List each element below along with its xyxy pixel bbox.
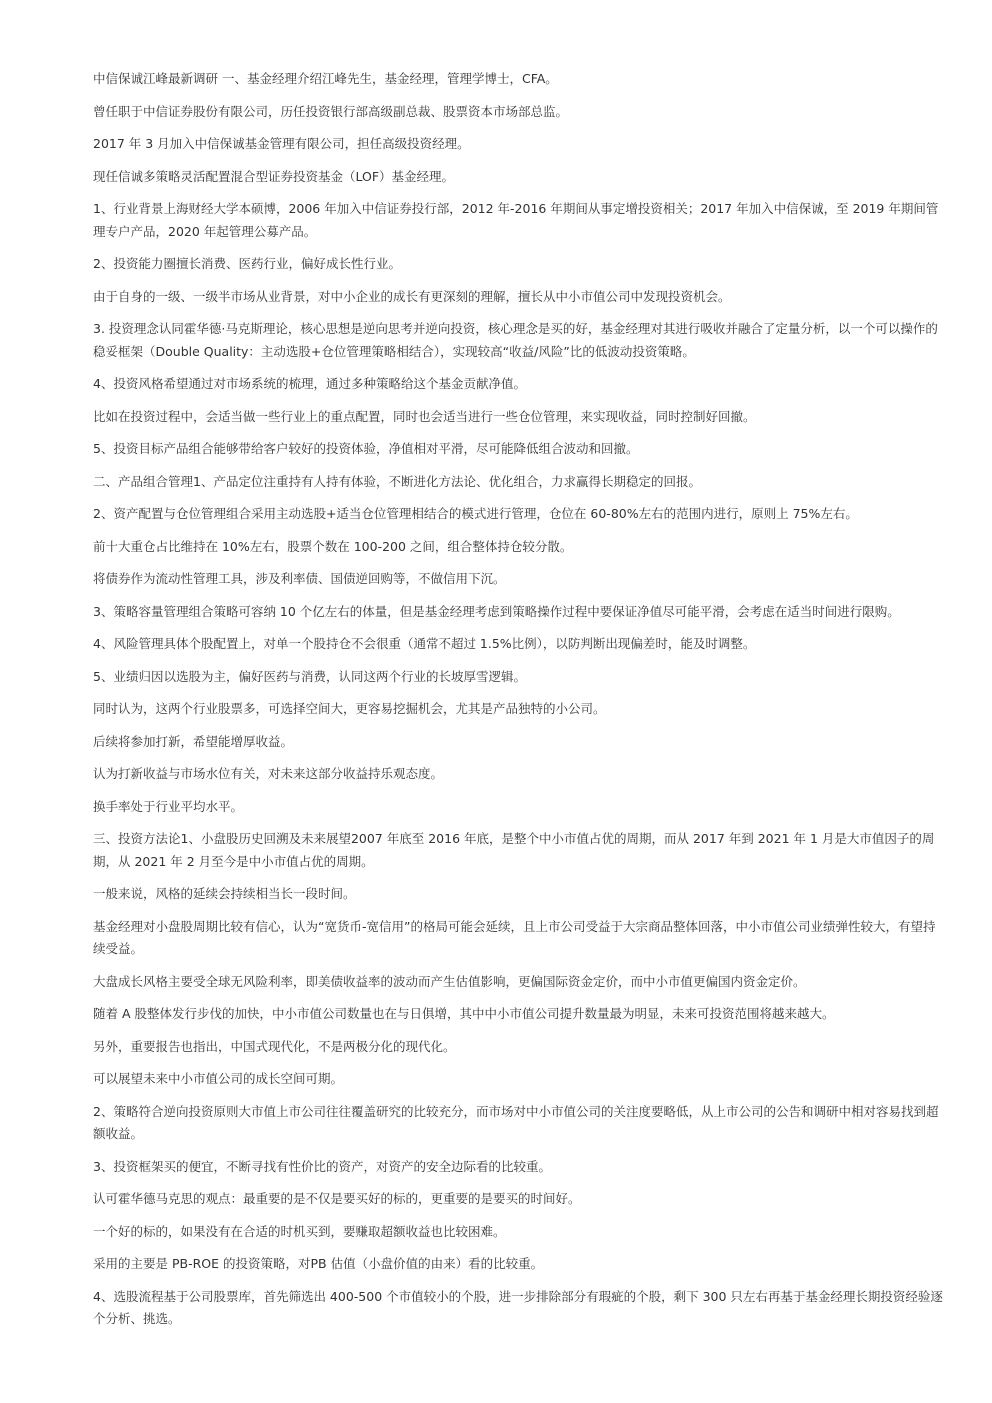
paragraph: 3. 投资理念认同霍华德·马克斯理论，核心思想是逆向思考并逆向投资，核心理念是买的好，基金经理对其进行吸收并融合了定量分析，以一个可以操作的稳妥框架（Double Quality：主动选股+仓位管理策略相结合），实现较高“收益/风险”比的低波动投资策略。 — [93, 321, 938, 359]
paragraph: 一般来说，风格的延续会持续相当长一段时间。 — [93, 886, 356, 901]
paragraph: 1、行业背景上海财经大学本硕博，2006 年加入中信证券投行部，2012 年-2016 年期间从事定增投资相关；2017 年加入中信保诚，至 2019 年期间管理专户产品，2020 年起管理公募产品。 — [93, 201, 939, 239]
paragraph: 3、投资框架买的便宜，不断寻找有性价比的资产，对资产的安全边际看的比较重。 — [93, 1158, 551, 1174]
paragraph: 2、资产配置与仓位管理组合采用主动选股+适当仓位管理相结合的模式进行管理，仓位在 60-80%左右的范围内进行，原则上 75%左右。 — [93, 506, 858, 521]
paragraph: 2、投资能力圈擅长消费、医药行业，偏好成长性行业。 — [93, 256, 401, 271]
paragraph: 由于自身的一级、一级半市场从业背景，对中小企业的成长有更深刻的理解，擅长从中小市值公司中发现投资机会。 — [93, 288, 731, 304]
paragraph: 二、产品组合管理1、产品定位注重持有人持有体验，不断进化方法论、优化组合，力求赢得长期稳定的回报。 — [93, 473, 701, 489]
paragraph: 2017 年 3 月加入中信保诚基金管理有限公司，担任高级投资经理。 — [93, 136, 470, 151]
paragraph: 另外，重要报告也指出，中国式现代化，不是两极分化的现代化。 — [93, 1038, 456, 1054]
paragraph: 5、投资目标产品组合能够带给客户较好的投资体验，净值相对平滑，尽可能降低组合波动和回撤。 — [93, 441, 639, 456]
paragraph: 换手率处于行业平均水平。 — [93, 798, 244, 814]
paragraph: 3、策略容量管理组合策略可容纳 10 个亿左右的体量，但是基金经理考虑到策略操作过程中要保证净值尽可能平滑，会考虑在适当时间进行限购。 — [93, 603, 900, 619]
paragraph: 2、策略符合逆向投资原则大市值上市公司往往覆盖研究的比较充分，而市场对中小市值公司的关注度要略低，从上市公司的公告和调研中相对容易找到超额收益。 — [93, 1103, 939, 1141]
paragraph: 一个好的标的，如果没有在合适的时机买到，要赚取超额收益也比较困难。 — [93, 1223, 506, 1239]
paragraph: 三、投资方法论1、小盘股历史回溯及未来展望2007 年底至 2016 年底，是整个中小市值占优的周期，而从 2017 年到 2021 年 1 月是大市值因子的周期，从 2021 年 2 月至今是中小市值占优的周期。 — [93, 831, 935, 869]
paragraph: 前十大重仓占比维持在 10%左右，股票个数在 100-200 之间，组合整体持仓较分散。 — [93, 538, 573, 554]
paragraph: 认可霍华德马克思的观点：最重要的是不仅是要买好的标的，更重要的是要买的时间好。 — [93, 1191, 581, 1206]
paragraph: 大盘成长风格主要受全球无风险利率，即美债收益率的波动而产生估值影响，更偏国际资金定价，而中小市值更偏国内资金定价。 — [93, 973, 806, 989]
paragraph: 将债券作为流动性管理工具，涉及利率债、国债逆回购等，不做信用下沉。 — [93, 571, 506, 586]
paragraph: 可以展望未来中小市值公司的成长空间可期。 — [93, 1071, 344, 1086]
paragraph: 4、投资风格希望通过对市场系统的梳理，通过多种策略给这个基金贡献净值。 — [93, 376, 526, 391]
paragraph: 后续将参加打新，希望能增厚收益。 — [93, 733, 294, 749]
paragraph: 5、业绩归因以选股为主，偏好医药与消费，认同这两个行业的长坡厚雪逻辑。 — [93, 668, 526, 684]
paragraph: 比如在投资过程中，会适当做一些行业上的重点配置，同时也会适当进行一些仓位管理，来实现收益，同时控制好回撤。 — [93, 408, 756, 424]
document-body — [93, 68, 945, 1341]
paragraph: 随着 A 股整体发行步伐的加快，中小市值公司数量也在与日俱增，其中中小市值公司提升数量最为明显，未来可投资范围将越来越大。 — [93, 1006, 835, 1021]
paragraph: 中信保诚江峰最新调研 一、基金经理介绍江峰先生，基金经理，管理学博士，CFA。 — [93, 71, 558, 86]
paragraph: 采用的主要是 PB-ROE 的投资策略，对PB 估值（小盘价值的由来）看的比较重。 — [93, 1256, 544, 1271]
paragraph: 基金经理对小盘股周期比较有信心，认为“宽货币-宽信用”的格局可能会延续，且上市公司受益于大宗商品整体回落，中小市值公司业绩弹性较大，有望持续受益。 — [93, 918, 936, 956]
paragraph: 现任信诚多策略灵活配置混合型证券投资基金（LOF）基金经理。 — [93, 168, 455, 184]
paragraph: 4、选股流程基于公司股票库，首先筛选出 400-500 个市值较小的个股，进一步排除部分有瑕疵的个股，剩下 300 只左右再基于基金经理长期投资经验逐个分析、挑选。 — [93, 1288, 943, 1326]
paragraph: 同时认为，这两个行业股票多，可选择空间大，更容易挖掘机会，尤其是产品独特的小公司。 — [93, 701, 606, 716]
paragraph: 4、风险管理具体个股配置上，对单一个股持仓不会很重（通常不超过 1.5%比例），以防判断出现偏差时，能及时调整。 — [93, 636, 756, 651]
paragraph: 认为打新收益与市场水位有关，对未来这部分收益持乐观态度。 — [93, 766, 444, 781]
paragraph: 曾任职于中信证券股份有限公司，历任投资银行部高级副总裁、股票资本市场部总监。 — [93, 103, 569, 119]
